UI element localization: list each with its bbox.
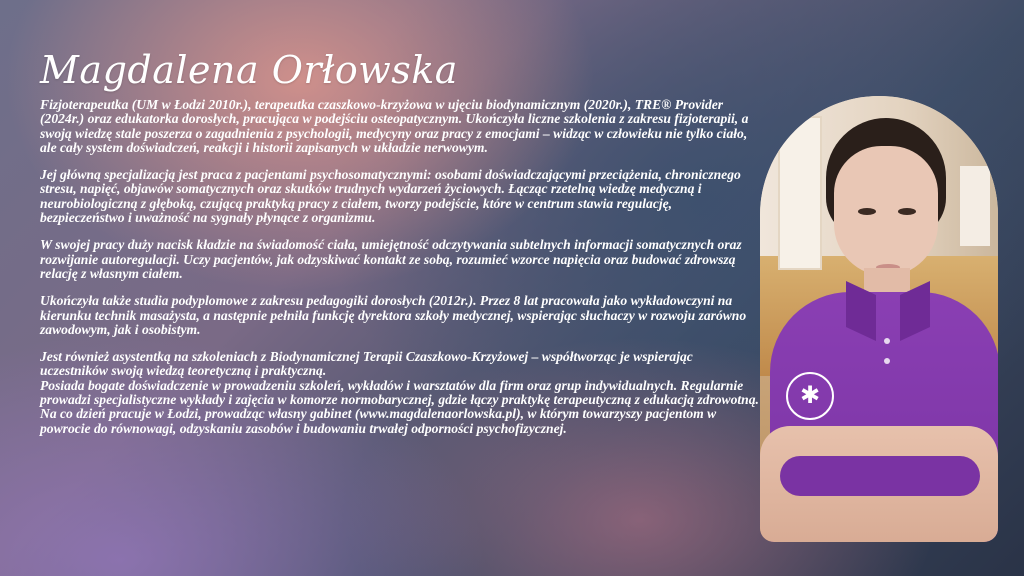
bio-paragraph-4: Ukończyła także studia podyplomowe z zakresu pedagogiki dorosłych (2012r.). Przez 8 lat pracowała jako wykładowczyni na kierunku technik masażysta, a następnie pełniła funkcję dyrektora szkoły medycznej, wspierając słuchaczy w rozwoju zarówno zawodowym, jak i osobistym. xyxy=(40,293,747,337)
bio-text xyxy=(40,98,760,449)
portrait-photo xyxy=(760,96,998,542)
bio-paragraph-1: Fizjoterapeutka (UM w Łodzi 2010r.), terapeutka czaszkowo-krzyżowa w ujęciu biodynamicznym (2020r.), TRE® Provider (2024r.) oraz edukatorka dorosłych, pracująca w podejściu osteopatycznym. Ukończyła liczne szkolenia z zakresu fizjoterapii, a swoją wiedzę stale poszerza o zagadnienia z psychologii, medycyny oraz pracy z emocjami – widząc w człowieku nie tylko ciało, ale cały system doświadczeń, reakcji i historii zapisanych w układzie nerwowym. xyxy=(40,97,749,155)
portrait-face xyxy=(834,146,938,276)
bio-paragraph-3: W swojej pracy duży nacisk kładzie na świadomość ciała, umiejętność odczytywania subtelnych informacji somatycznych oraz rozwijanie autoregulacji. Uczy pacjentów, jak odzyskiwać kontakt ze sobą, rozumieć wzorce napięcia oraz budować zdrowszą relację z własnym ciałem. xyxy=(40,237,742,281)
portrait-right-eye xyxy=(898,208,916,215)
photo-door xyxy=(778,116,822,270)
bio-paragraph-5: Jest również asystentką na szkoleniach z Biodynamicznej Terapii Czaszkowo-Krzyżowej – współtworząc je wspierając uczestników swoją wiedzą teoretyczną i praktyczną. Posiada bogate doświadczenie w prowadzeniu szkoleń, wykładów i warsztatów dla firm oraz grup indywidualnych. Regularnie prowadzi specjalistyczne wykłady i zajęcia w komorze normobarycznej, gdzie łączy praktykę terapeutyczną z edukacją zdrowotną. Na co dzień pracuje w Łodzi, prowadząc własny gabinet (www.magdalenaorlowska.pl), w którym towarzyszy pacjentom w powrocie do równowagi, odzyskaniu zasobów i budowaniu trwałej odporności psychofizycznej. xyxy=(40,349,759,436)
portrait-shirt-button xyxy=(884,338,890,344)
photo-cabinet xyxy=(960,166,990,246)
portrait-left-eye xyxy=(858,208,876,215)
medical-star-icon: ✱ xyxy=(786,372,834,420)
bio-paragraph-2: Jej główną specjalizacją jest praca z pacjentami psychosomatycznymi: osobami doświadczającymi przeciążenia, chronicznego stresu, napięć, objawów somatycznych oraz skutków trudnych wydarzeń życiowych. Łącząc rzetelną wiedzę medyczną i neurobiologiczną z głęboką, czującą praktyką pracy z ciałem, tworzy podejście, które w centrum stawia regulację, bezpieczeństwo i uważność na sygnały płynące z organizmu. xyxy=(40,167,741,226)
portrait-sleeve xyxy=(780,456,980,496)
page-title: Magdalena Orłowska xyxy=(40,48,458,92)
portrait-shirt-button xyxy=(884,358,890,364)
